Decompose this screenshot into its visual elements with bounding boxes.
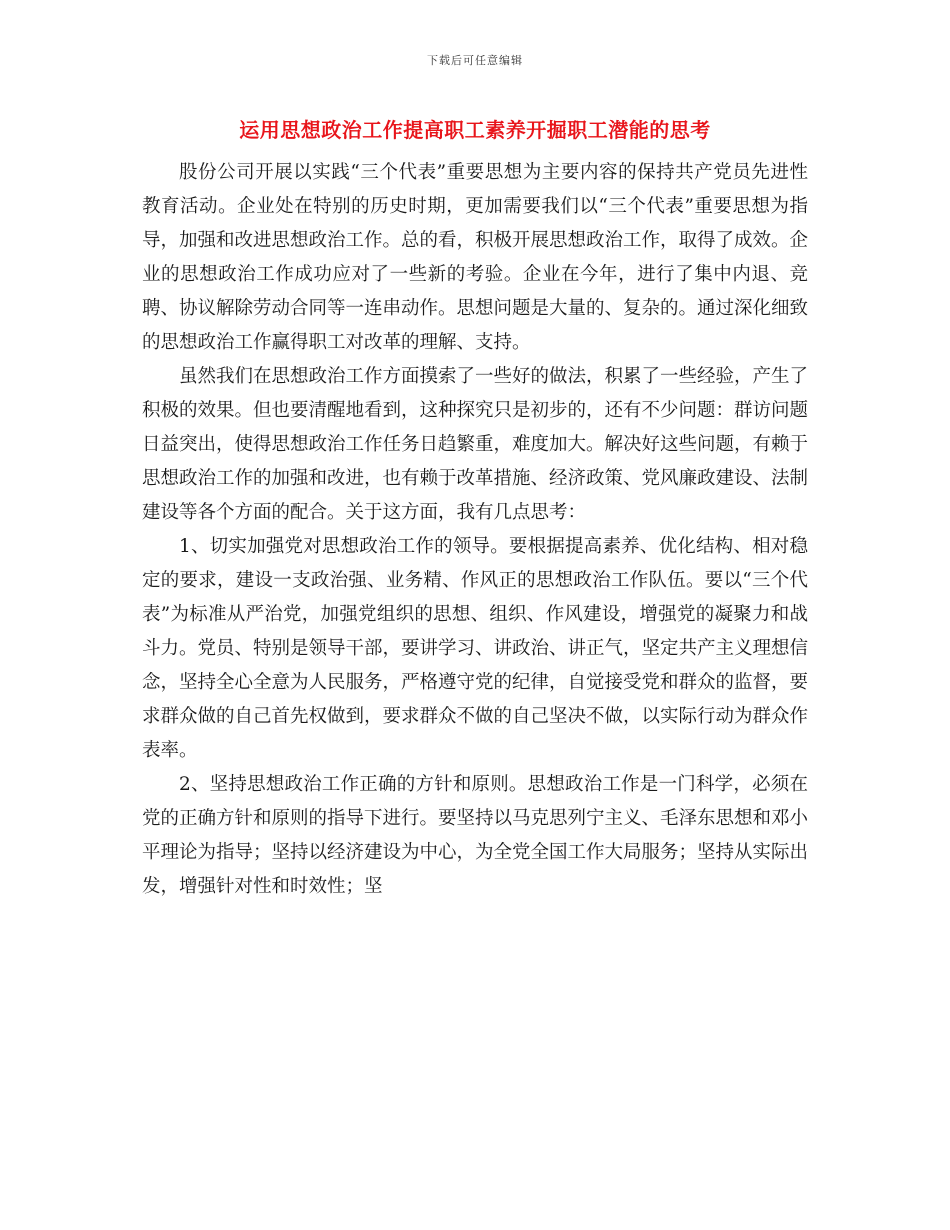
document-title: 运用思想政治工作提高职工素养开掘职工潜能的思考 <box>239 118 711 142</box>
header-note: 下载后可任意编辑 <box>427 54 523 67</box>
paragraph-2: 虽然我们在思想政治工作方面摸索了一些好的做法，积累了一些经验，产生了积极的效果。但也要清醒地看到，这种探究只是初步的，还有不少问题：群访问题日益突出，使得思想政治工作任务日趋繁重，难度加大。解决好这些问题，有赖于思想政治工作的加强和改进，也有赖于改革措施、经济政策、党风廉政建设、法制建设等各个方面的配合。关于这方面，我有几点思考： <box>142 366 809 523</box>
paragraph-3: 1、切实加强党对思想政治工作的领导。要根据提高素养、优化结构、相对稳定的要求，建设一支政治强、业务精、作风正的思想政治工作队伍。要以“三个代表”为标准从严治党，加强党组织的思想、组织、作风建设，增强党的凝聚力和战斗力。党员、特别是领导干部，要讲学习、讲政治、讲正气，坚定共产主义理想信念，坚持全心全意为人民服务，严格遵守党的纪律，自觉接受党和群众的监督，要求群众做的自己首先权做到，要求群众不做的自己坚决不做，以实际行动为群众作表率。 <box>142 536 809 761</box>
document-body <box>142 156 808 904</box>
paragraph-4: 2、坚持思想政治工作正确的方针和原则。思想政治工作是一门科学，必须在党的正确方针和原则的指导下进行。要坚持以马克思列宁主义、毛泽东思想和邓小平理论为指导；坚持以经济建设为中心，为全党全国工作大局服务；坚持从实际出发，增强针对性和时效性；坚 <box>142 774 809 897</box>
paragraph-1: 股份公司开展以实践“三个代表”重要思想为主要内容的保持共产党员先进性教育活动。企业处在特别的历史时期，更加需要我们以“三个代表”重要思想为指导，加强和改进思想政治工作。总的看，积极开展思想政治工作，取得了成效。企业的思想政治工作成功应对了一些新的考验。企业在今年，进行了集中内退、竞聘、协议解除劳动合同等一连串动作。思想问题是大量的、复杂的。通过深化细致的思想政治工作赢得职工对改革的理解、支持。 <box>142 162 809 353</box>
